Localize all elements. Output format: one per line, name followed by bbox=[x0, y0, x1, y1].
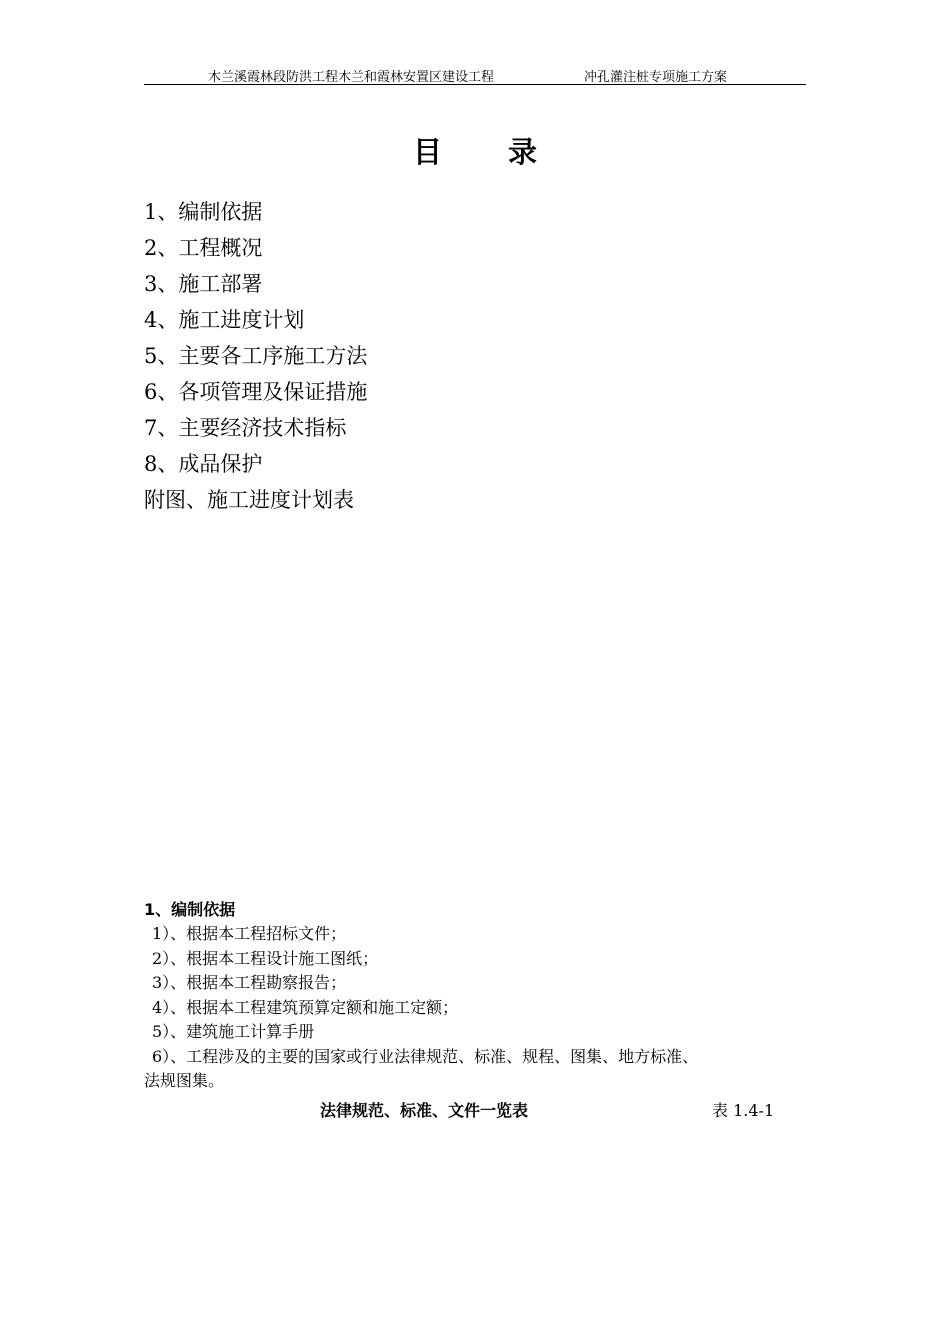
toc-item: 6、各项管理及保证措施 bbox=[144, 380, 368, 404]
table-caption bbox=[0, 1098, 950, 1122]
table-caption-number: 表 1.4-1 bbox=[712, 1101, 775, 1120]
basis-item: 6）、工程涉及的主要的国家或行业法律规范、标准、规程、图集、地方标准、 bbox=[152, 1046, 699, 1066]
table-caption-title: 法律规范、标准、文件一览表 bbox=[320, 1101, 529, 1120]
toc-item: 4、施工进度计划 bbox=[144, 308, 305, 332]
toc-list bbox=[144, 196, 367, 520]
toc-item: 1、编制依据 bbox=[144, 200, 263, 224]
toc-title: 目 录 bbox=[412, 135, 566, 169]
page-header bbox=[144, 64, 806, 85]
basis-item: 3）、根据本工程勘察报告； bbox=[152, 973, 347, 992]
basis-list bbox=[144, 922, 824, 1094]
toc-item: 5、主要各工序施工方法 bbox=[144, 344, 368, 368]
basis-item: 5）、建筑施工计算手册 bbox=[152, 1022, 315, 1041]
basis-item-continuation: 法规图集。 bbox=[144, 1071, 225, 1090]
toc-item: 2、工程概况 bbox=[144, 236, 263, 260]
toc-item: 8、成品保护 bbox=[144, 452, 263, 476]
toc-item: 7、主要经济技术指标 bbox=[144, 416, 347, 440]
basis-item: 4）、根据本工程建筑预算定额和施工定额； bbox=[152, 997, 459, 1017]
basis-item: 1）、根据本工程招标文件； bbox=[152, 924, 347, 943]
header-project-name: 木兰溪霞林段防洪工程木兰和霞林安置区建设工程 bbox=[208, 70, 495, 85]
section-compilation-basis bbox=[144, 898, 824, 1094]
section-heading: 1、编制依据 bbox=[144, 900, 236, 919]
header-document-title: 冲孔灌注桩专项施工方案 bbox=[584, 70, 728, 85]
toc-item: 3、施工部署 bbox=[144, 272, 263, 296]
toc-item: 附图、施工进度计划表 bbox=[144, 488, 354, 512]
basis-item: 2）、根据本工程设计施工图纸； bbox=[152, 948, 379, 968]
